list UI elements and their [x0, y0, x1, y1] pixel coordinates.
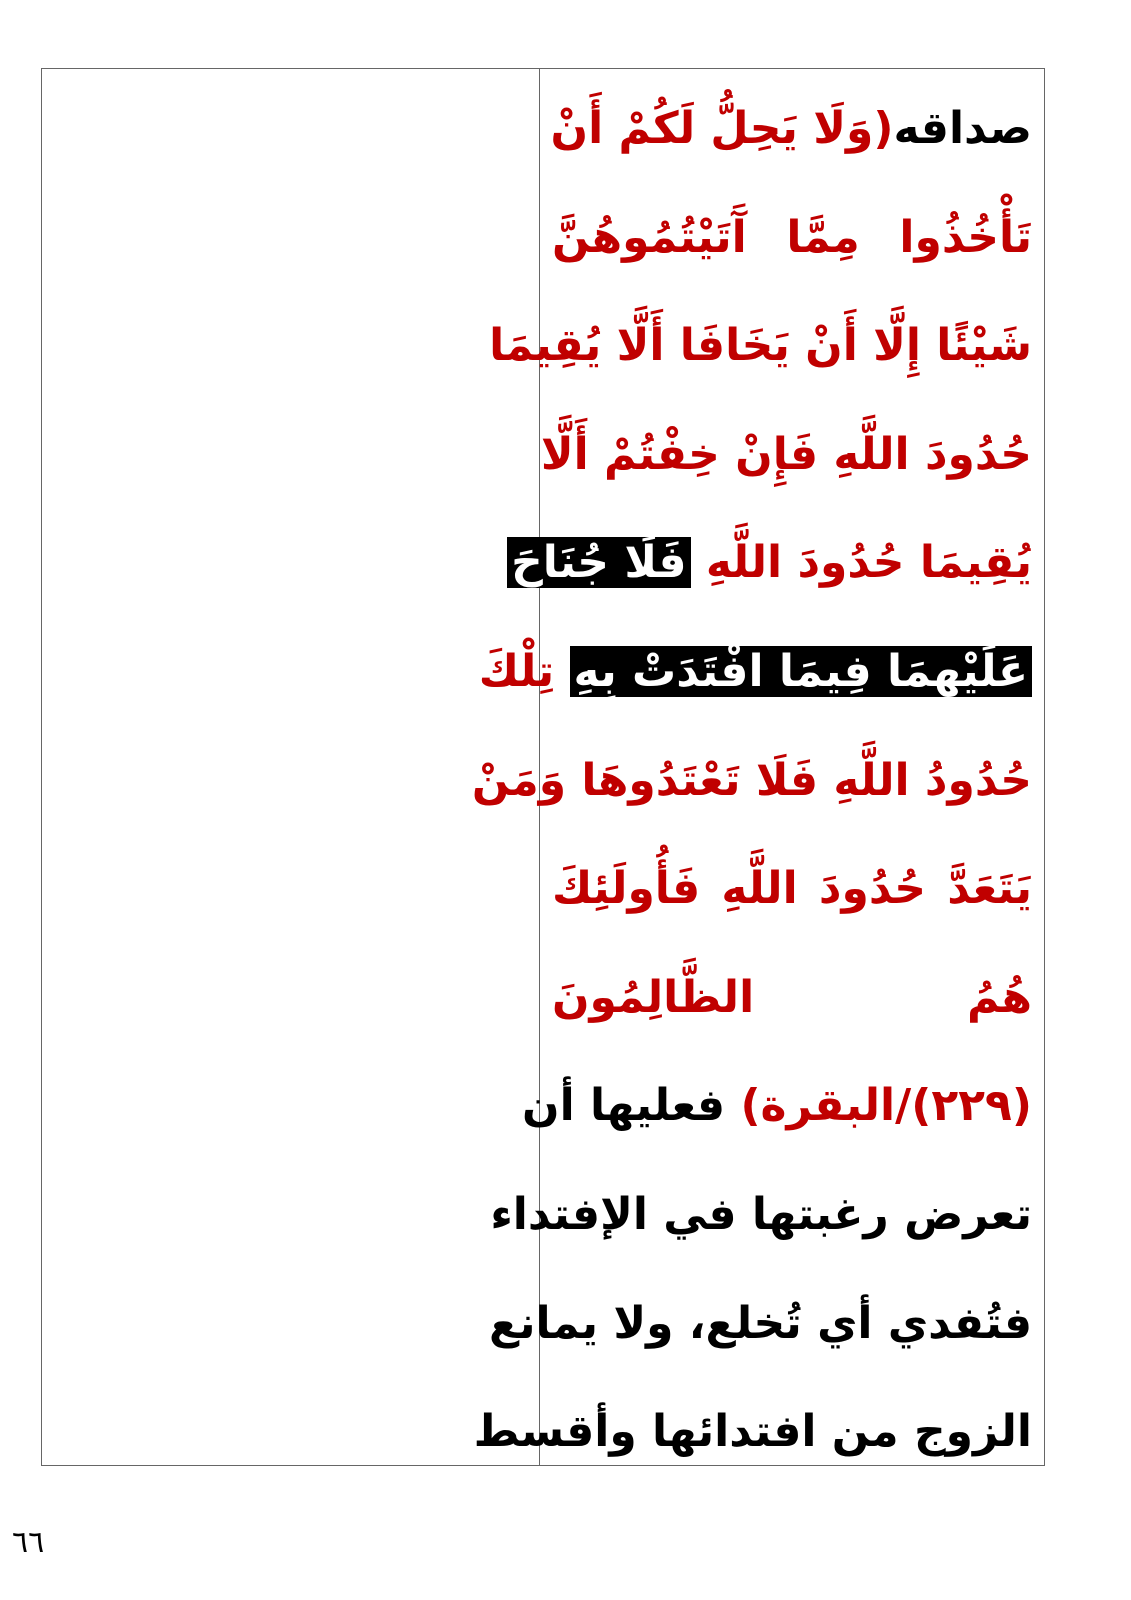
text-line — [552, 75, 1032, 184]
quran-text: يُقِيمَا حُدُودَ اللَّهِ — [705, 537, 1032, 589]
highlighted-quran-text: فَلَا جُنَاحَ — [507, 537, 690, 588]
text-line — [511, 509, 1032, 618]
page-number: ٦٦ — [12, 1525, 45, 1560]
text-column — [471, 69, 1044, 1465]
text-line — [552, 835, 1032, 944]
quran-text: تَأْخُذُوا مِمَّا آَتَيْتُمُوهُنَّ — [552, 211, 1032, 263]
text-line — [489, 292, 1032, 401]
body-text: الزوج من افتدائها وأقسط — [473, 1406, 1032, 1458]
quran-text: شَيْئًا إِلَّا أَنْ يَخَافَا أَلَّا يُقِيمَا — [489, 320, 1032, 372]
text-line — [522, 1052, 1032, 1161]
quran-text: تِلْكَ — [478, 645, 555, 697]
text-line — [478, 618, 1032, 727]
quran-reference: (٢٢٩)/البقرة) — [740, 1080, 1032, 1132]
quran-text: (وَلَا يَحِلُّ لَكُمْ أَنْ — [550, 103, 894, 154]
page-table — [41, 68, 1045, 1466]
text-line — [540, 401, 1032, 510]
body-text: تعرض رغبتها في الإفتداء — [490, 1188, 1032, 1240]
quran-text: يَتَعَدَّ حُدُودَ اللَّهِ فَأُولَئِكَ — [552, 863, 1032, 915]
body-text: فعليها أن — [522, 1080, 726, 1132]
quran-text: حُدُودَ اللَّهِ فَإِنْ خِفْتُمْ أَلَّا — [540, 428, 1032, 480]
highlighted-quran-text: عَلَيْهِمَا فِيمَا افْتَدَتْ بِهِ — [570, 646, 1032, 697]
quran-text: حُدُودُ اللَّهِ فَلَا تَعْتَدُوهَا وَمَنْ — [471, 754, 1032, 806]
text-line — [552, 944, 1032, 1053]
body-text: صداقه — [893, 103, 1032, 154]
body-text: فتُفدي أي تُخلع، ولا يمانع — [488, 1297, 1032, 1349]
empty-column — [42, 69, 539, 1465]
text-line — [473, 1378, 1032, 1487]
quran-text: هُمُ الظَّالِمُونَ — [552, 971, 1032, 1023]
text-line — [488, 1270, 1032, 1379]
text-line — [471, 727, 1032, 836]
text-line — [552, 184, 1032, 293]
text-line — [490, 1161, 1032, 1270]
